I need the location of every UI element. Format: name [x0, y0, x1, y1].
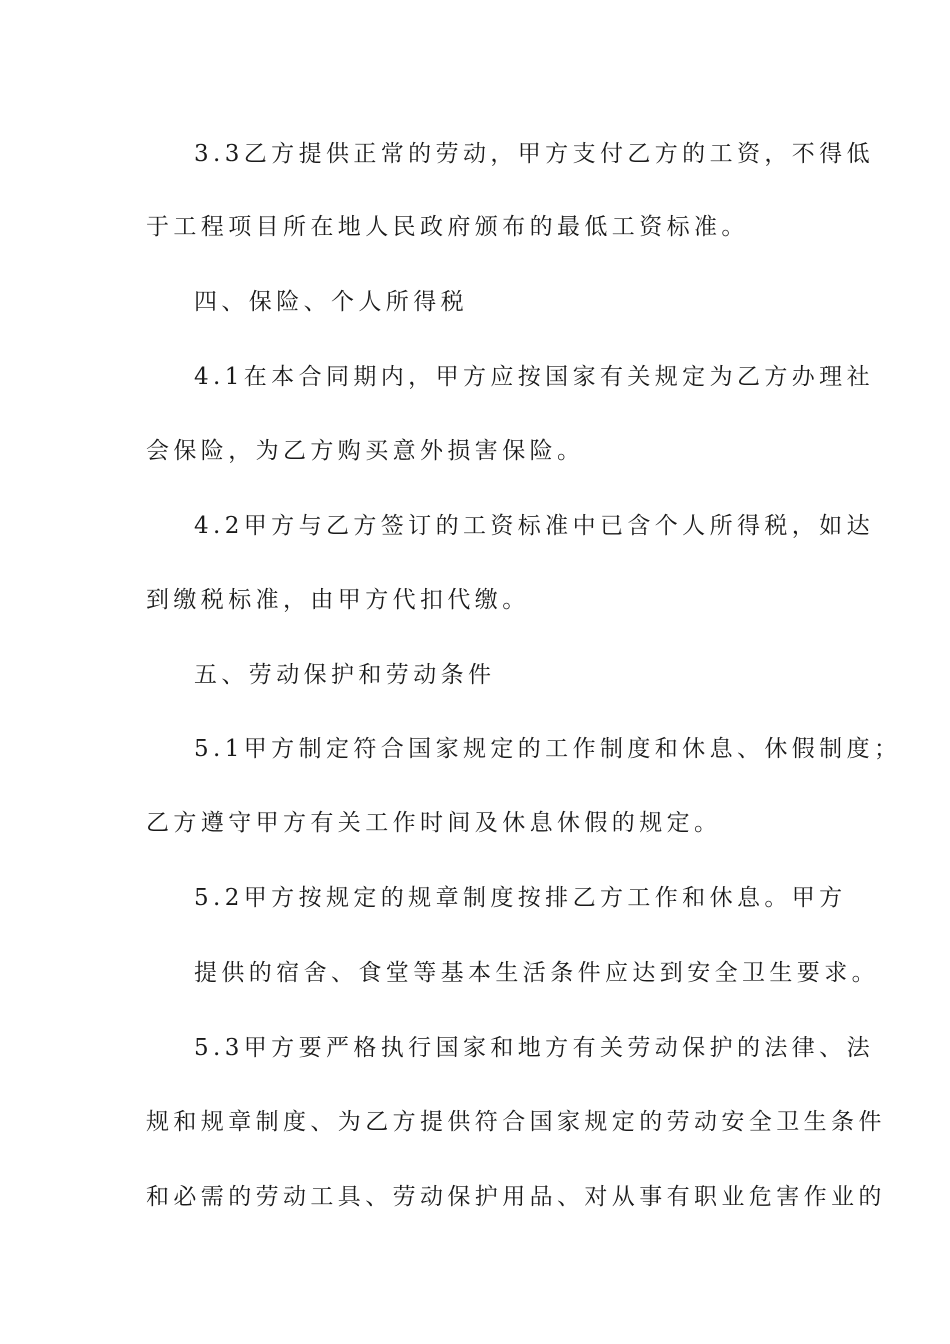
paragraph-5-2-line-2: 提供的宿舍、食堂等基本生活条件应达到安全卫生要求。	[194, 960, 879, 986]
paragraph-4-2-line-1: 4.2甲方与乙方签订的工资标准中已含个人所得税，如达	[194, 513, 874, 539]
paragraph-5-2-line-1: 5.2甲方按规定的规章制度按排乙方工作和休息。甲方	[194, 885, 847, 911]
paragraph-5-3-line-1: 5.3甲方要严格执行国家和地方有关劳动保护的法律、法	[194, 1035, 874, 1061]
section-4-heading: 四、保险、个人所得税	[194, 289, 468, 315]
paragraph-4-1-line-1: 4.1在本合同期内，甲方应按国家有关规定为乙方办理社	[194, 364, 874, 390]
paragraph-4-1-line-2: 会保险，为乙方购买意外损害保险。	[146, 438, 585, 464]
paragraph-3-3-line-2: 于工程项目所在地人民政府颁布的最低工资标准。	[146, 214, 749, 240]
section-5-heading: 五、劳动保护和劳动条件	[194, 662, 496, 688]
paragraph-5-1-line-2: 乙方遵守甲方有关工作时间及休息休假的规定。	[146, 810, 722, 836]
paragraph-5-3-line-3: 和必需的劳动工具、劳动保护用品、对从事有职业危害作业的	[146, 1184, 886, 1210]
paragraph-5-3-line-2: 规和规章制度、为乙方提供符合国家规定的劳动安全卫生条件	[146, 1109, 886, 1135]
paragraph-4-2-line-2: 到缴税标准，由甲方代扣代缴。	[146, 587, 530, 613]
paragraph-5-1-line-1: 5.1甲方制定符合国家规定的工作制度和休息、休假制度；	[194, 736, 902, 762]
paragraph-3-3-line-1: 3.3乙方提供正常的劳动，甲方支付乙方的工资，不得低	[194, 141, 874, 167]
